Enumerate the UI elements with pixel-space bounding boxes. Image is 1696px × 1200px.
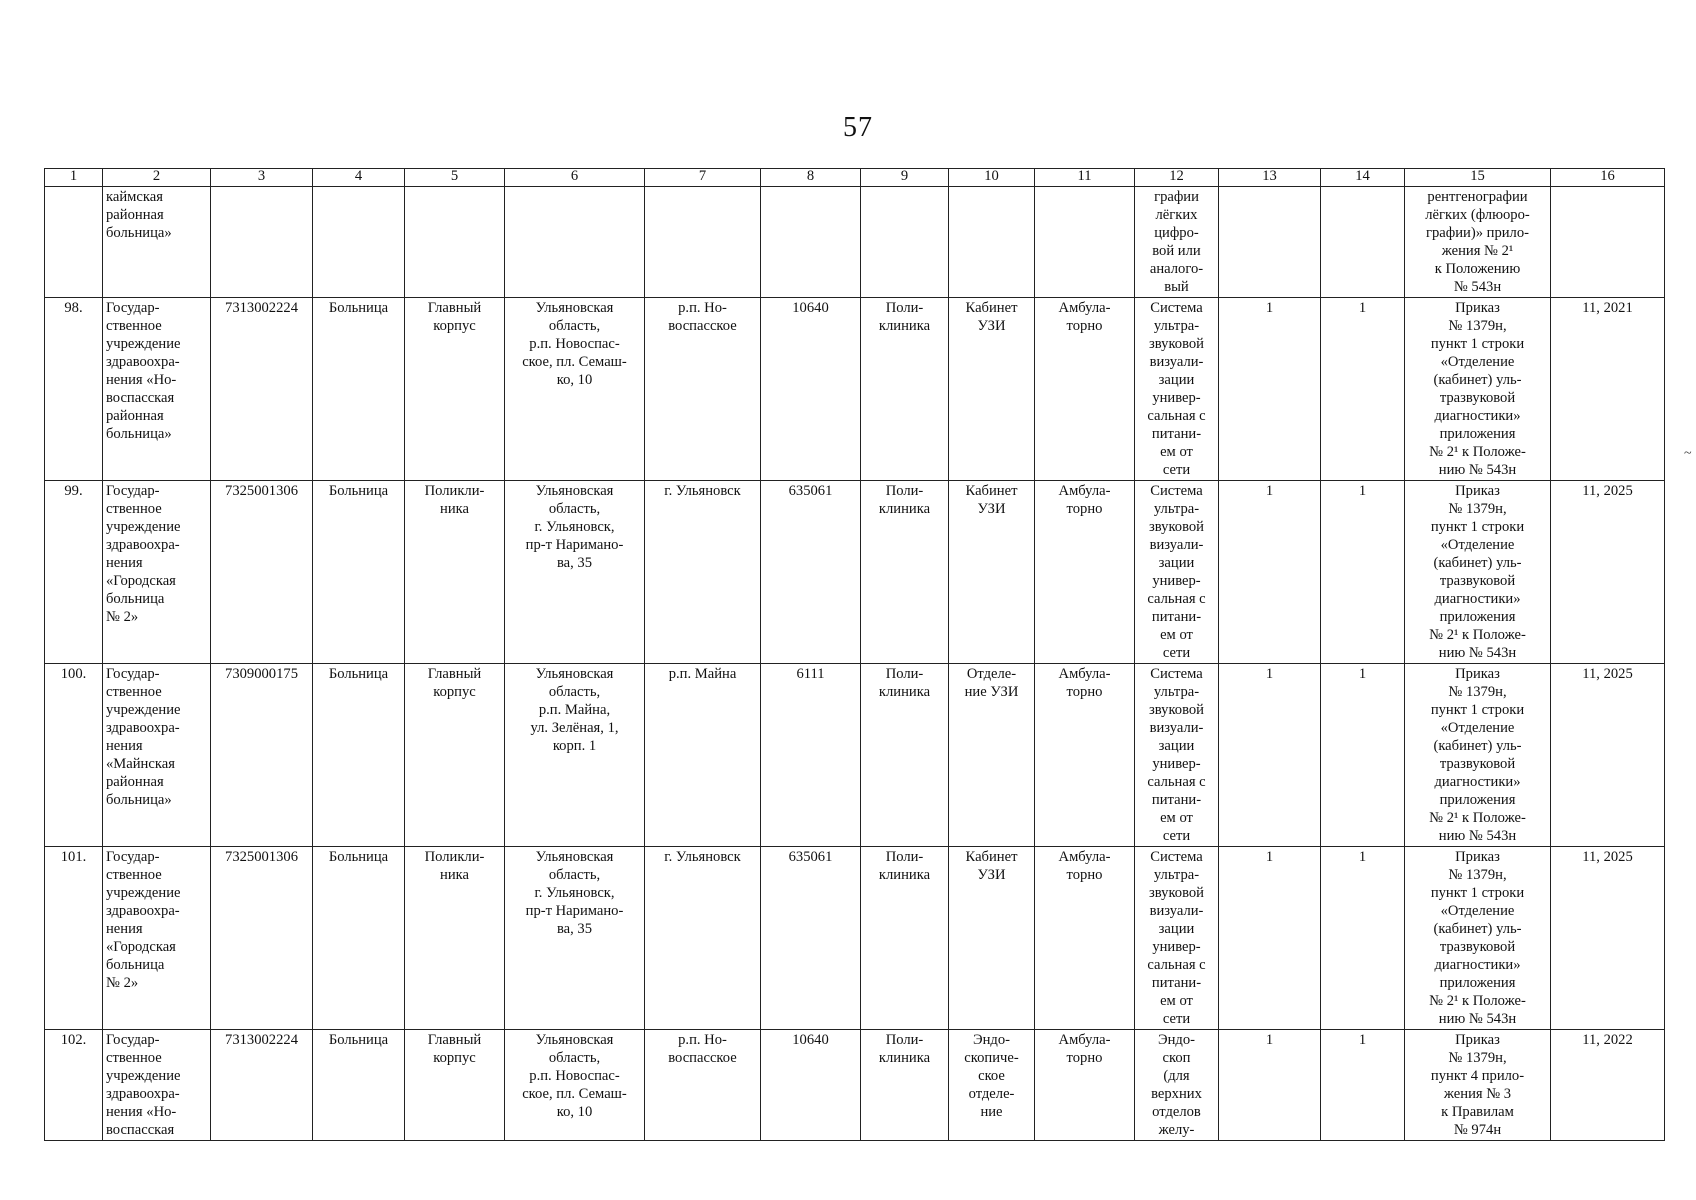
row-number: 101. [45,847,103,1030]
year-cell: 11, 2025 [1551,847,1665,1030]
locality-cell: г. Ульяновск [645,481,761,664]
count-cell [1321,187,1405,298]
unit-cell [949,187,1035,298]
year-cell [1551,187,1665,298]
care-mode-cell: Амбула- торно [1035,298,1135,481]
count-cell: 1 [1321,847,1405,1030]
organization-name: Государ- ственное учреждение здравоохра- нения «Городская больница № 2» [103,847,211,1030]
organization-name: Государ- ственное учреждение здравоохра- нения «Майнская районная больница» [103,664,211,847]
year-cell: 11, 2025 [1551,481,1665,664]
row-number: 98. [45,298,103,481]
care-mode-cell: Амбула- торно [1035,664,1135,847]
column-header-9: 9 [861,169,949,187]
building-cell [405,187,505,298]
department-cell: Поли- клиника [861,664,949,847]
equipment-cell: Система ультра- звуковой визуали- зации универ- сальная с питани- ем от сети [1135,847,1219,1030]
address-cell: Ульяновская область, г. Ульяновск, пр-т Нариманo- ва, 35 [505,847,645,1030]
postcode-cell: 635061 [761,847,861,1030]
legal-basis-cell: Приказ № 1379н, пункт 1 строки «Отделение (кабинет) уль- тразвуковой диагностики» приложения № 2¹ к Положе- нию № 543н [1405,298,1551,481]
column-header-11: 11 [1035,169,1135,187]
quantity-cell [1219,187,1321,298]
department-cell: Поли- клиника [861,298,949,481]
column-header-15: 15 [1405,169,1551,187]
column-number-row [45,169,1665,187]
department-cell [861,187,949,298]
column-header-16: 16 [1551,169,1665,187]
address-cell [505,187,645,298]
facility-type [313,187,405,298]
locality-cell: г. Ульяновск [645,847,761,1030]
legal-basis-cell: Приказ № 1379н, пункт 4 прило- жения № 3 к Правилам № 974н [1405,1030,1551,1141]
postcode-cell [761,187,861,298]
organization-name: Государ- ственное учреждение здравоохра- нения «Но- воспасская районная больница» [103,298,211,481]
facility-type: Больница [313,664,405,847]
page-number: 57 [843,112,873,143]
quantity-cell: 1 [1219,664,1321,847]
row-number: 100. [45,664,103,847]
unit-cell: Кабинет УЗИ [949,847,1035,1030]
address-cell: Ульяновская область, р.п. Новоспас- ское, пл. Семаш- ко, 10 [505,1030,645,1141]
care-mode-cell: Амбула- торно [1035,1030,1135,1141]
column-header-2: 2 [103,169,211,187]
department-cell: Поли- клиника [861,1030,949,1141]
department-cell: Поли- клиника [861,481,949,664]
locality-cell: р.п. Майна [645,664,761,847]
unit-cell: Отделе- ние УЗИ [949,664,1035,847]
row-number: 102. [45,1030,103,1141]
equipment-cell: Система ультра- звуковой визуали- зации универ- сальная с питани- ем от сети [1135,664,1219,847]
column-header-14: 14 [1321,169,1405,187]
inn-cell: 7309000175 [211,664,313,847]
column-header-3: 3 [211,169,313,187]
scan-mark: ~ [1684,446,1692,461]
postcode-cell: 635061 [761,481,861,664]
year-cell: 11, 2022 [1551,1030,1665,1141]
count-cell: 1 [1321,481,1405,664]
building-cell: Поликли- ника [405,481,505,664]
postcode-cell: 10640 [761,1030,861,1141]
building-cell: Главный корпус [405,664,505,847]
inn-cell: 7313002224 [211,1030,313,1141]
address-cell: Ульяновская область, р.п. Майна, ул. Зелёная, 1, корп. 1 [505,664,645,847]
row-number [45,187,103,298]
facility-type: Больница [313,1030,405,1141]
count-cell: 1 [1321,298,1405,481]
count-cell: 1 [1321,1030,1405,1141]
unit-cell: Кабинет УЗИ [949,481,1035,664]
department-cell: Поли- клиника [861,847,949,1030]
locality-cell: р.п. Но- воспасское [645,1030,761,1141]
care-mode-cell: Амбула- торно [1035,847,1135,1030]
count-cell: 1 [1321,664,1405,847]
building-cell: Главный корпус [405,1030,505,1141]
equipment-cell: Система ультра- звуковой визуали- зации универ- сальная с питани- ем от сети [1135,481,1219,664]
table-row [45,1030,1665,1141]
quantity-cell: 1 [1219,847,1321,1030]
legal-basis-cell: Приказ № 1379н, пункт 1 строки «Отделение (кабинет) уль- тразвуковой диагностики» приложения № 2¹ к Положе- нию № 543н [1405,664,1551,847]
column-header-7: 7 [645,169,761,187]
legal-basis-cell: рентгенографии лёгких (флюоро- графии)» прило- жения № 2¹ к Положению № 543н [1405,187,1551,298]
postcode-cell: 10640 [761,298,861,481]
quantity-cell: 1 [1219,298,1321,481]
column-header-5: 5 [405,169,505,187]
quantity-cell: 1 [1219,1030,1321,1141]
equipment-register-table [44,168,1665,1141]
equipment-cell: Система ультра- звуковой визуали- зации универ- сальная с питани- ем от сети [1135,298,1219,481]
postcode-cell: 6111 [761,664,861,847]
equipment-cell: графии лёгких цифро- вой или аналого- вый [1135,187,1219,298]
facility-type: Больница [313,298,405,481]
quantity-cell: 1 [1219,481,1321,664]
legal-basis-cell: Приказ № 1379н, пункт 1 строки «Отделение (кабинет) уль- тразвуковой диагностики» приложения № 2¹ к Положе- нию № 543н [1405,481,1551,664]
address-cell: Ульяновская область, г. Ульяновск, пр-т Нариманo- ва, 35 [505,481,645,664]
locality-cell: р.п. Но- воспасское [645,298,761,481]
care-mode-cell: Амбула- торно [1035,481,1135,664]
column-header-8: 8 [761,169,861,187]
row-number: 99. [45,481,103,664]
inn-cell: 7325001306 [211,847,313,1030]
table-row [45,298,1665,481]
table-row [45,664,1665,847]
column-header-4: 4 [313,169,405,187]
unit-cell: Эндо- скопиче- ское отделе- ние [949,1030,1035,1141]
legal-basis-cell: Приказ № 1379н, пункт 1 строки «Отделение (кабинет) уль- тразвуковой диагностики» приложения № 2¹ к Положе- нию № 543н [1405,847,1551,1030]
column-header-12: 12 [1135,169,1219,187]
organization-name: Государ- ственное учреждение здравоохра- нения «Но- воспасская [103,1030,211,1141]
organization-name: Государ- ственное учреждение здравоохра- нения «Городская больница № 2» [103,481,211,664]
building-cell: Главный корпус [405,298,505,481]
column-header-6: 6 [505,169,645,187]
equipment-cell: Эндо- скоп (для верхних отделов желу- [1135,1030,1219,1141]
year-cell: 11, 2025 [1551,664,1665,847]
table-row [45,481,1665,664]
column-header-13: 13 [1219,169,1321,187]
column-header-10: 10 [949,169,1035,187]
facility-type: Больница [313,481,405,664]
locality-cell [645,187,761,298]
inn-cell [211,187,313,298]
care-mode-cell [1035,187,1135,298]
address-cell: Ульяновская область, р.п. Новоспас- ское, пл. Семаш- ко, 10 [505,298,645,481]
column-header-1: 1 [45,169,103,187]
table-row [45,847,1665,1030]
organization-name: каймская районная больница» [103,187,211,298]
building-cell: Поликли- ника [405,847,505,1030]
year-cell: 11, 2021 [1551,298,1665,481]
table-row [45,187,1665,298]
inn-cell: 7325001306 [211,481,313,664]
unit-cell: Кабинет УЗИ [949,298,1035,481]
facility-type: Больница [313,847,405,1030]
inn-cell: 7313002224 [211,298,313,481]
